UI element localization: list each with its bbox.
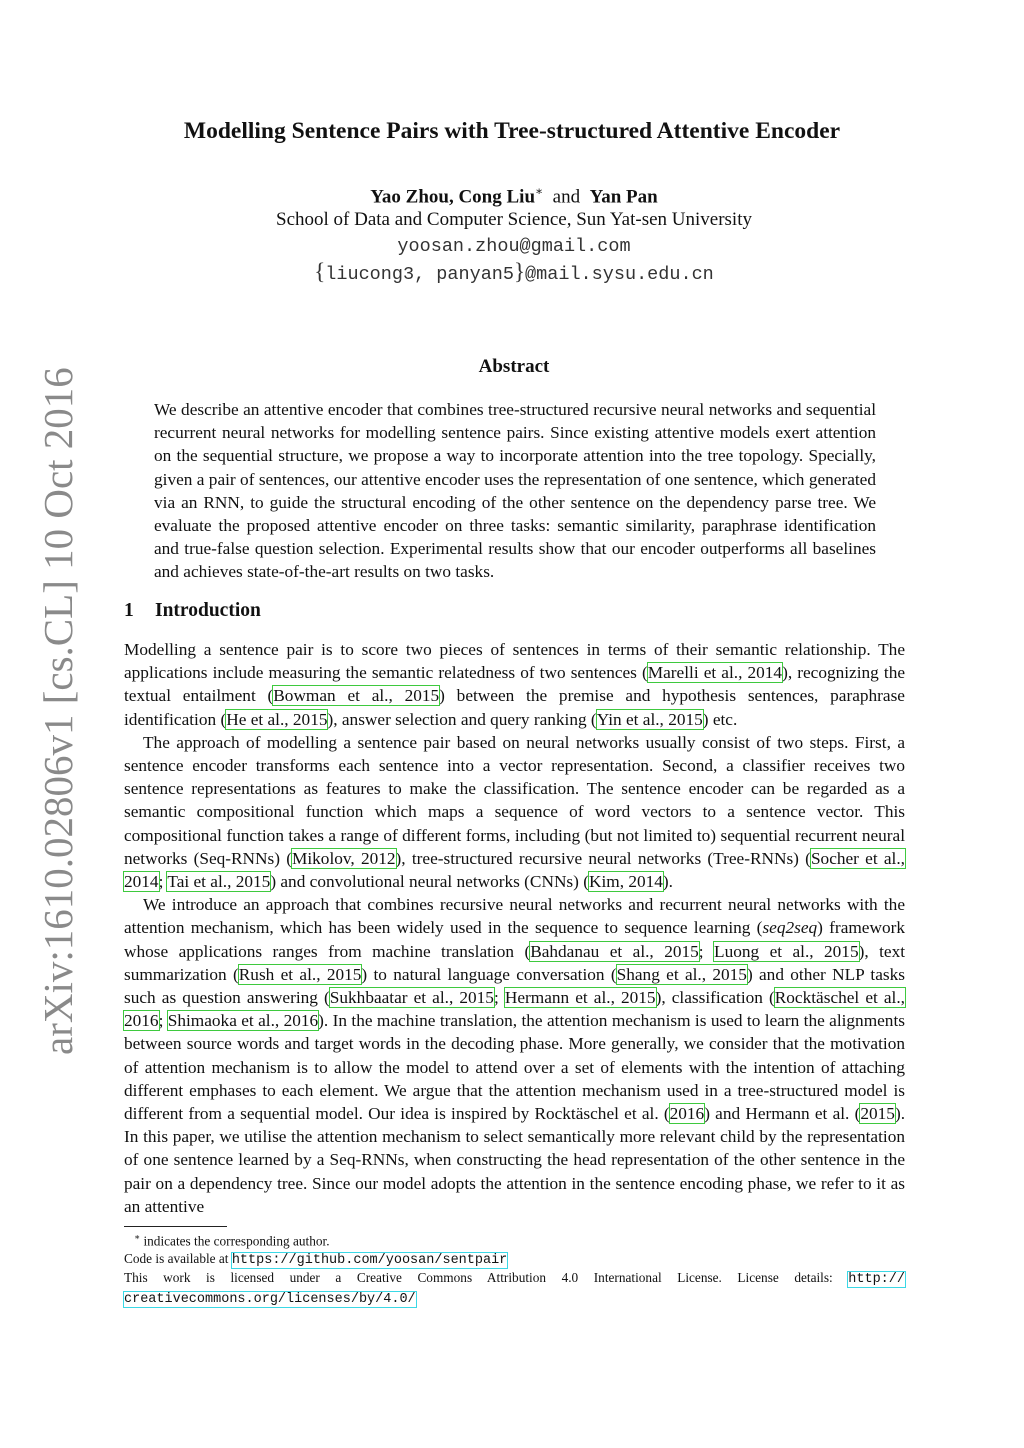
citation-link[interactable]: Marelli et al., 2014 [647,663,783,683]
citation-link[interactable]: Rocktäschel et al., 2016 [124,988,905,1031]
abstract-text: We describe an attentive encoder that combines tree-structured recursive neural networks and sequential recurrent neural networks for modelling sentence pairs. Since existing attentive models exert attention on the sequential structure, we propose a way to incorporate attention into the tree topology. Specially, given a pair of sentences, our attentive encoder uses the representation of one sentence, which generated via an RNN, to guide the structural encoding of the other sentence on the dependency parse tree. We evaluate the proposed attentive encoder on three tasks: semantic similarity, paraphrase identification and true-false question selection. Experimental results show that our encoder outperforms all baselines and achieves state-of-the-art results on two tasks. [154,400,876,582]
paragraph-3 [124,893,905,1218]
footnote-corresponding [124,1229,905,1250]
citation-link[interactable]: Bahdanau et al., 2015 [530,941,699,961]
text-run: ), answer selection and query ranking ( [327,709,597,729]
paper-title: Modelling Sentence Pairs with Tree-structured Attentive Encoder [183,118,841,144]
corresponding-star: ∗ [535,184,544,198]
paragraph-2 [124,731,905,893]
citation-link[interactable]: Kim, 2014 [588,872,663,892]
author-names-1: Yao Zhou, Cong Liu [370,186,536,208]
footnote-code [124,1250,905,1270]
text-run: ). In the machine translation, the attention mechanism is used to learn the alignments between source words and target words in the decoding phase. More generally, we consider that the motivation of attention mechanism is to allow the model to attend over a set of elements with the intention of attaching different emphases to each element. We argue that the attention mechanism used in a tree-structured model is different from a sequential model. Our idea is inspired by Rocktäschel et al. ( [124,1011,905,1124]
footnote-star: ∗ [134,1232,141,1242]
citation-link[interactable]: Sukhbaatar et al., 2015 [329,988,494,1008]
abstract-heading: Abstract [478,356,550,377]
text-run: The approach of modelling a sentence pair based on neural networks usually consist of two steps. First, a sentence encoder transforms each sentence into a vector representation. Second, a classifier receives two sentence representations as features to make the classification. The sentence encoder can be regarded as a semantic compositional function which maps a sequence of word vectors to a sentence vector. This compositional function takes a range of different forms, including (but not limited to) sequential recurrent neural networks (Seq-RNNs) ( [124,732,905,868]
text-run: ), text summarization ( [124,941,906,984]
license-url-link-part2[interactable]: creativecommons.org/licenses/by/4.0/ [124,1291,416,1307]
citation-link[interactable]: Tai et al., 2015 [167,872,271,892]
text-run: ) framework whose applications ranges from machine translation ( [124,918,905,961]
footnote-license-cont [124,1289,905,1309]
paragraph-1 [124,638,905,731]
text-run: ). [662,872,673,892]
citation-link[interactable]: 2015 [860,1104,895,1124]
text-run: Modelling a sentence pair is to score two pieces of sentences in terms of their semantic relationship. The applications include measuring the semantic relatedness of two sentences ( [124,640,905,683]
text-run: ). In this paper, we utilise the attention mechanism to select semantically more relevant child by the representation of one sentence learned by a Seq-RNNs, when constructing the head representation of the other sentence in the pair on a dependency tree. Since our model adopts the attention in the sentence encoding phase, we refer to it as an attentive [124,1104,906,1216]
section-heading-introduction [124,600,261,622]
text-run: ) to natural language conversation ( [361,964,617,984]
text-run: ; [158,872,168,892]
email-2 [0,259,1024,285]
text-run: ) etc. [702,709,738,729]
citation-link[interactable]: Rush et al., 2015 [238,964,362,984]
affiliation: School of Data and Computer Science, Sun Yat-sen University [276,209,752,230]
text-run: ; [698,941,715,961]
text-run: ; [493,988,505,1008]
citation-link[interactable]: Hermann et al., 2015 [504,988,656,1008]
section-number: 1 [124,600,134,621]
text-run: ), recognizing the textual entailment ( [124,663,906,706]
author-line [0,184,1024,208]
footnote-license [124,1269,905,1289]
footnote-text: This work is licensed under a Creative Commons Attribution 4.0 International License. License details: [124,1270,849,1286]
email-brace-open: { [314,259,326,284]
citation-link[interactable]: Socher et al., 2014 [124,848,905,892]
text-run: ) and convolutional neural networks (CNNs) ( [270,872,589,892]
footnote-text: indicates the corresponding author. [143,1233,330,1249]
text-run: ), tree-structured recursive neural networks (Tree-RNNs) ( [395,848,811,868]
citation-link[interactable]: Bowman et al., 2015 [273,686,440,706]
author-names-2: Yan Pan [589,186,658,208]
citation-link[interactable]: 2016 [669,1104,705,1124]
text-run: ) between the premise and hypothesis sentences, paraphrase identification ( [124,686,905,729]
citation-link[interactable]: He et al., 2015 [226,709,328,729]
text-run: We introduce an approach that combines recursive neural networks and recurrent neural networks with the attention mechanism, which has been widely used in the sequence to sequence learning ( [124,895,905,938]
text-run: ), classification ( [655,988,775,1008]
footnotes [124,1229,905,1308]
footnote-divider [124,1226,227,1227]
citation-link[interactable]: Shang et al., 2015 [616,964,747,984]
citation-link[interactable]: Yin et al., 2015 [596,709,703,729]
license-url-link-part1[interactable]: http:// [848,1272,905,1288]
citation-link[interactable]: Luong et al., 2015 [714,941,859,961]
emphasis-seq2seq: seq2seq [762,918,818,938]
footnote-text: Code is available at [124,1250,232,1266]
email-domain: @mail.sysu.edu.cn [525,264,714,285]
author-and: and [552,186,581,208]
code-url-link[interactable]: https://github.com/yoosan/sentpair [231,1252,508,1268]
text-run: ) and other NLP tasks such as question answering ( [124,964,905,1008]
email-1: yoosan.zhou@gmail.com [397,236,631,257]
arxiv-identifier: arXiv:1610.02806v1 [cs.CL] 10 Oct 2016 [35,367,81,1055]
citation-link[interactable]: Mikolov, 2012 [292,848,396,868]
citation-link[interactable]: Shimaoka et al., 2016 [167,1011,319,1031]
email-users: liucong3, panyan5 [325,264,514,285]
section-title: Introduction [155,600,261,621]
email-brace-close: } [514,259,526,284]
text-run: ) and Hermann et al. ( [704,1104,861,1124]
text-run: ; [158,1011,168,1031]
introduction-body [124,638,905,1218]
